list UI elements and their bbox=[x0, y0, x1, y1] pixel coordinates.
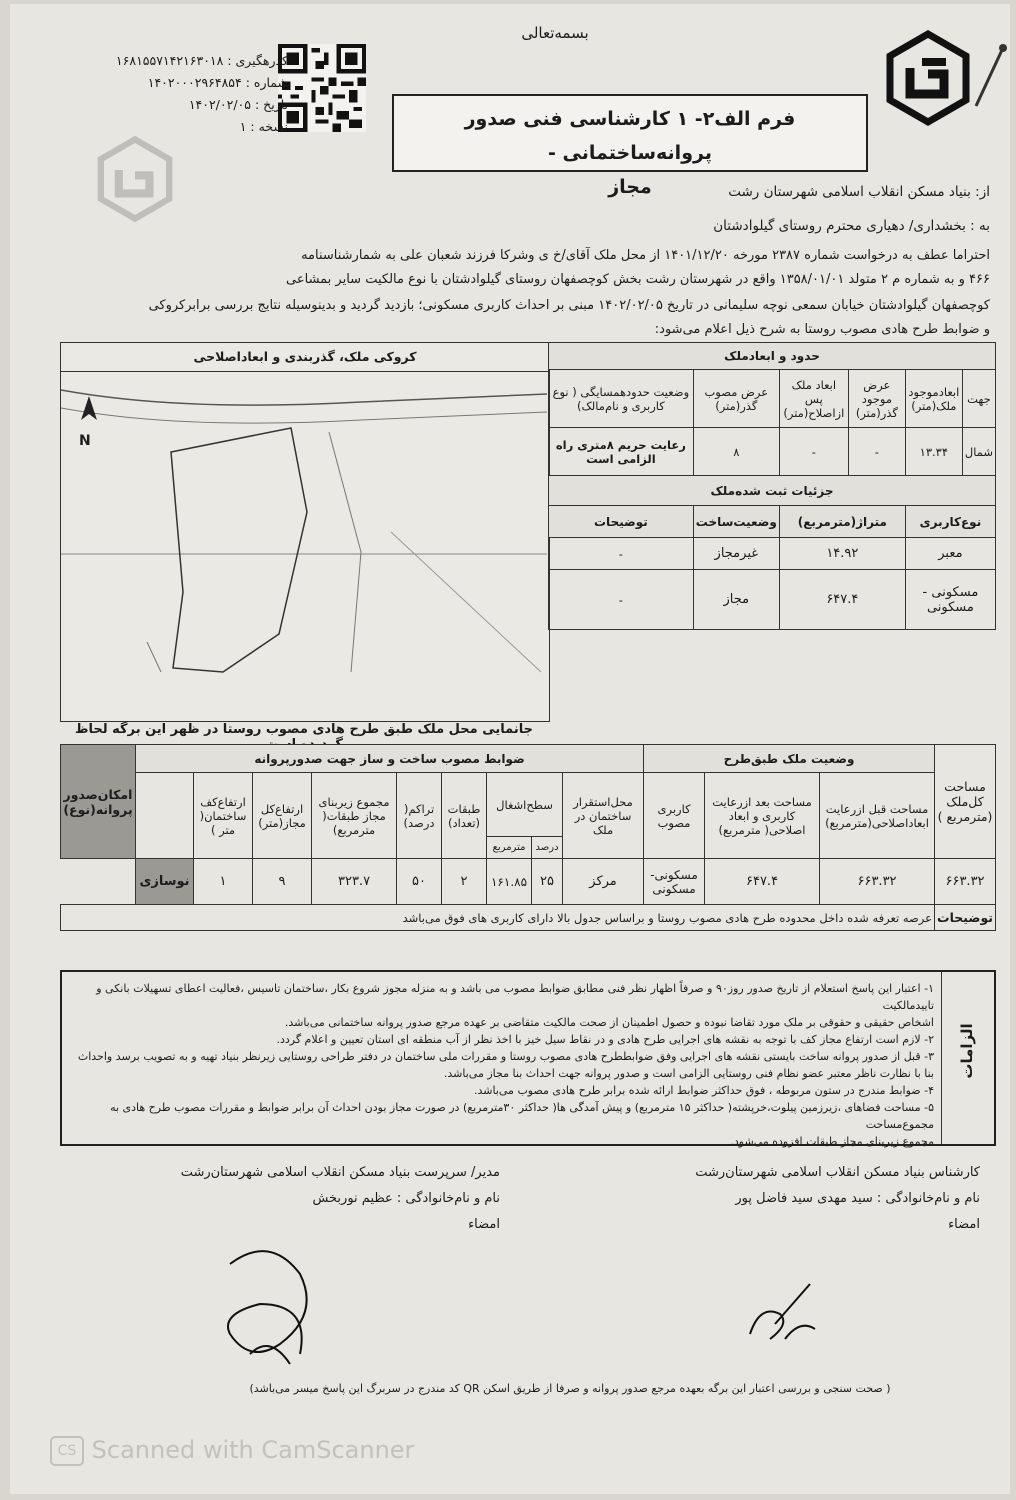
sketch-title: کروکی ملک، گذربندی و ابعاداصلاحی bbox=[61, 343, 549, 372]
camscanner-text: Scanned with CamScanner bbox=[91, 1436, 415, 1464]
requirements-list bbox=[76, 980, 934, 1150]
registered-cell: معبر bbox=[905, 538, 995, 570]
bounds-cell: - bbox=[848, 428, 905, 476]
criteria-value-floors: ۲ bbox=[442, 859, 487, 905]
requirement-item: ۲- لازم است ارتفاع مجاز کف با توجه به نقشه های اجرایی طرح هادی و در نقاط سیل خیز با اخذ نظر از آب منطقه ای استان تعیین و اعلام گردد. bbox=[276, 1033, 934, 1046]
registered-header: نوع‌کاربری bbox=[905, 506, 995, 538]
registered-cell: - bbox=[549, 570, 694, 630]
expert-signature-block bbox=[570, 1160, 980, 1238]
manager-name: نام و نام‌خانوادگی : عظیم نوربخش bbox=[312, 1191, 500, 1206]
criteria-header: محل‌استقرار ساختمان در ملک bbox=[563, 773, 644, 859]
pin-icon bbox=[970, 42, 1010, 112]
requirements-label-cell bbox=[941, 972, 990, 1144]
criteria-header: ارتفاع‌کف ساختمان( متر ) bbox=[194, 773, 253, 859]
requirement-item: ۵- مساحت فضاهای ،زیرزمین پیلوت،خرپشته( حداکثر ۱۵ مترمربع) و پیش آمدگی ها( حداکثر ۳۰مترمربع) در صورت مجاز بودن احداث آن برابر ضوابط و مقررات مصوب طرح هادی به مجموع‌مساحت bbox=[110, 1101, 934, 1131]
criteria-header: ارتفاع‌کل مجاز(متر) bbox=[253, 773, 312, 859]
bounds-header: ابعادموجود ملک(متر) bbox=[905, 370, 962, 428]
registered-cell: ۱۴.۹۲ bbox=[779, 538, 905, 570]
manager-signature bbox=[190, 1234, 350, 1374]
notes-label: توضیحات bbox=[935, 905, 996, 931]
footer-note: ( صحت سنجی و بررسی اعتبار این برگه بعهده مرجع صدور پروانه و صرفا از طریق اسکن QR کد مندرج در سربرگ این پاسخ میسر می‌باشد) bbox=[249, 1382, 891, 1395]
plan-status-header: وضعیت ملک طبق‌طرح bbox=[644, 745, 935, 773]
form-title-line2: مجاز bbox=[608, 176, 652, 198]
copy-number: نسخه : ۱ bbox=[239, 119, 288, 134]
document-meta bbox=[56, 50, 288, 138]
registered-cell: - bbox=[549, 538, 694, 570]
manager-signature-block bbox=[90, 1160, 500, 1238]
registered-title: جزئیات ثبت شده‌ملک bbox=[549, 476, 996, 506]
bonyad-maskan-logo bbox=[878, 28, 978, 128]
property-sketch-panel bbox=[60, 342, 550, 722]
watermark-logo bbox=[90, 134, 180, 224]
requirement-item: اشخاص حقیقی و حقوقی بر ملک مورد تقاضا نبوده و حصول اطمینان از صحت مالکیت متقاضی بر عهده مرجع صدور پروانه ساختمانی می‌باشد. bbox=[284, 1016, 934, 1029]
occupancy-subheader: مترمربع bbox=[487, 837, 532, 859]
letter-body-line2: ۴۶۶ و به شماره م ۲ متولد ۱۳۵۸/۰۱/۰۱ واقع در شهرستان رشت بخش کوچصفهان روستای گیلوادشتان با نوع مالکیت سایر بمشاعی bbox=[286, 272, 990, 287]
permit-type-header: امکان‌صدور پروانه(نوع) bbox=[61, 745, 136, 859]
bounds-cell: رعایت حریم ۸متری راه الزامی است bbox=[549, 428, 694, 476]
registered-header: متراژ(مترمربع) bbox=[779, 506, 905, 538]
letter-from: از: بنیاد مسکن انقلاب اسلامی شهرستان رشت bbox=[728, 184, 990, 200]
registered-header: توضیحات bbox=[549, 506, 694, 538]
bounds-header: عرض موجود گذر(متر) bbox=[848, 370, 905, 428]
criteria-value-area: ۶۶۳.۳۲ bbox=[935, 859, 996, 905]
criteria-value-density: ۵۰ bbox=[397, 859, 442, 905]
bounds-cell: ۱۳.۳۴ bbox=[905, 428, 962, 476]
registered-cell: ۶۴۷.۴ bbox=[779, 570, 905, 630]
registered-cell: مجاز bbox=[693, 570, 779, 630]
north-label: N bbox=[79, 433, 91, 449]
criteria-value-location: مرکز bbox=[563, 859, 644, 905]
criteria-value-use: مسکونی- مسکونی bbox=[644, 859, 705, 905]
expert-role: کارشناس بنیاد مسکن انقلاب اسلامی شهرستان‌رشت bbox=[695, 1165, 980, 1180]
property-sketch bbox=[61, 372, 547, 720]
tracking-code: کدرهگیری : ۱۶۸۱۵۵۷۱۴۲۱۶۳۰۱۸ bbox=[115, 53, 288, 68]
bounds-title: حدود و ابعادملک bbox=[549, 343, 996, 370]
camscanner-icon: CS bbox=[50, 1436, 84, 1466]
requirement-item: بنا با نظارت ناظر معتبر عضو نظام فنی روستایی الزامی است و صدور پروانه جهت احداث بنا مجاز می‌باشد. bbox=[443, 1067, 934, 1080]
bounds-cell: - bbox=[779, 428, 848, 476]
criteria-value-permit: نوسازی bbox=[136, 859, 194, 905]
qr-code bbox=[278, 44, 366, 132]
notes-text: عرصه تعرفه شده داخل محدوده طرح هادی مصوب روستا و براساس جدول بالا دارای کاربری های فوق می‌باشد bbox=[61, 905, 935, 931]
criteria-header: مساحت قبل ازرعایت ابعاداصلاحی(مترمربع) bbox=[820, 773, 935, 859]
registered-header: وضعیت‌ساخت bbox=[693, 506, 779, 538]
requirements-box bbox=[60, 970, 996, 1146]
criteria-value-height: ۹ bbox=[253, 859, 312, 905]
registered-cell: مسکونی - مسکونی bbox=[905, 570, 995, 630]
document-date: تاریخ : ۱۴۰۲/۰۲/۰۵ bbox=[188, 97, 288, 112]
criteria-table bbox=[60, 744, 996, 931]
basmala: بسمه‌تعالی bbox=[521, 24, 589, 42]
bounds-header: ابعاد ملک پس ازاصلاح(متر) bbox=[779, 370, 848, 428]
expert-name: نام و نام‌خانوادگی : سید مهدی سید فاضل پور bbox=[735, 1191, 980, 1206]
criteria-header: سطح‌اشغال bbox=[487, 773, 563, 837]
criteria-value-occ-pct: ۲۵ bbox=[532, 859, 563, 905]
registered-cell: غیرمجاز bbox=[693, 538, 779, 570]
requirement-item: مجموع زیربنای مجاز طبقات افزوده می‌شود. bbox=[730, 1135, 934, 1148]
manager-sign-label: امضاء bbox=[468, 1217, 500, 1232]
bounds-table bbox=[548, 342, 996, 630]
document-page bbox=[10, 4, 1010, 1494]
expert-signature bbox=[730, 1264, 830, 1354]
criteria-value-after: ۶۴۷.۴ bbox=[705, 859, 820, 905]
building-rules-header: ضوابط مصوب ساخت و ساز جهت صدورپروانه bbox=[136, 745, 644, 773]
criteria-value-before: ۶۶۳.۳۲ bbox=[820, 859, 935, 905]
criteria-header: تراکم( درصد) bbox=[397, 773, 442, 859]
bounds-header: وضعیت حدودهمسایگی ( نوع کاربری و نام‌مالک) bbox=[549, 370, 694, 428]
requirement-item: ۳- قبل از صدور پروانه ساخت بایستی نقشه های اجرایی وفق ضوابططرح هادی مصوب روستا و مقررات ملی ساختمان در دفتر طراحی روستایی زیرنظر بنیاد تهیه و به تصویب برسد واحداث bbox=[77, 1050, 934, 1063]
requirement-item: ۱- اعتبار این پاسخ استعلام از تاریخ صدور روز۹۰ و صرفاً اظهار نظر فنی مطابق ضوابط مصوب می باشد و به منزله مجوز شروع بکار ،ساختمان تاسیس ،فعالیت اعطای تسهیلات بانکی و تاییدمالکیت bbox=[96, 982, 934, 1012]
criteria-value-floor-height: ۱ bbox=[194, 859, 253, 905]
expert-sign-label: امضاء bbox=[948, 1217, 980, 1232]
criteria-header: مجموع زیربنای مجاز طبقات( مترمربع) bbox=[312, 773, 397, 859]
bounds-header: جهت bbox=[962, 370, 995, 428]
sketch-caption: جانمایی محل ملک طبق طرح هادی مصوب روستا در ظهر این برگه لحاظ bbox=[75, 722, 533, 737]
letter-body-line1: احتراما عطف به درخواست شماره ۲۳۸۷ مورخه ۱۴۰۱/۱۲/۲۰ از محل ملک آقای/خ ی وشرکا فرزند شعبان علی به شمارشناسنامه bbox=[301, 248, 990, 263]
letter-body-line4: و ضوابط طرح هادی مصوب روستا به شرح ذیل اعلام می‌شود: bbox=[654, 322, 990, 337]
bounds-header: عرض مصوب گذر(متر) bbox=[693, 370, 779, 428]
document-number: شماره : ۱۴۰۲۰۰۰۲۹۶۴۸۵۴ bbox=[147, 75, 288, 90]
form-title bbox=[392, 94, 868, 198]
criteria-header: مساحت بعد ازرعایت کاربری و ابعاد اصلاحی( مترمربع) bbox=[705, 773, 820, 859]
criteria-header: کاربری مصوب bbox=[644, 773, 705, 859]
letter-to: به : بخشداری/ دهیاری محترم روستای گیلوادشتان bbox=[713, 218, 990, 234]
camscanner-watermark bbox=[50, 1436, 414, 1466]
requirement-item: ۴- ضوابط مندرج در ستون مربوطه ، فوق حداکثر ضوابط ارائه شده برابر طرح هادی مصوب می‌باشد. bbox=[473, 1084, 934, 1097]
north-arrow-icon bbox=[81, 396, 97, 420]
criteria-value-occ-m2: ۱۶۱.۸۵ bbox=[487, 859, 532, 905]
letter-body-line3: کوچصفهان گیلوادشتان خیابان سمعی نوچه سلیمانی در تاریخ ۱۴۰۲/۰۲/۰۵ مبنی بر احداث کاربری مسکونی؛ بازدید گردید و بدینوسیله نتایج بررسی برابرکروکی bbox=[148, 298, 990, 313]
form-title-line1: فرم الف۲- ۱ کارشناسی فنی صدور پروانه‌ساختمانی - bbox=[464, 108, 796, 164]
criteria-value-total: ۳۲۳.۷ bbox=[312, 859, 397, 905]
occupancy-subheader: درصد bbox=[532, 837, 563, 859]
criteria-header: طبقات (تعداد) bbox=[442, 773, 487, 859]
bounds-cell: شمال bbox=[962, 428, 995, 476]
total-area-header: مساحت کل‌ملک (مترمربع ) bbox=[935, 745, 996, 859]
requirements-label: الزامات bbox=[958, 1023, 976, 1079]
bounds-cell: ۸ bbox=[693, 428, 779, 476]
manager-role: مدیر/ سرپرست بنیاد مسکن انقلاب اسلامی شهرستان‌رشت bbox=[180, 1165, 500, 1180]
